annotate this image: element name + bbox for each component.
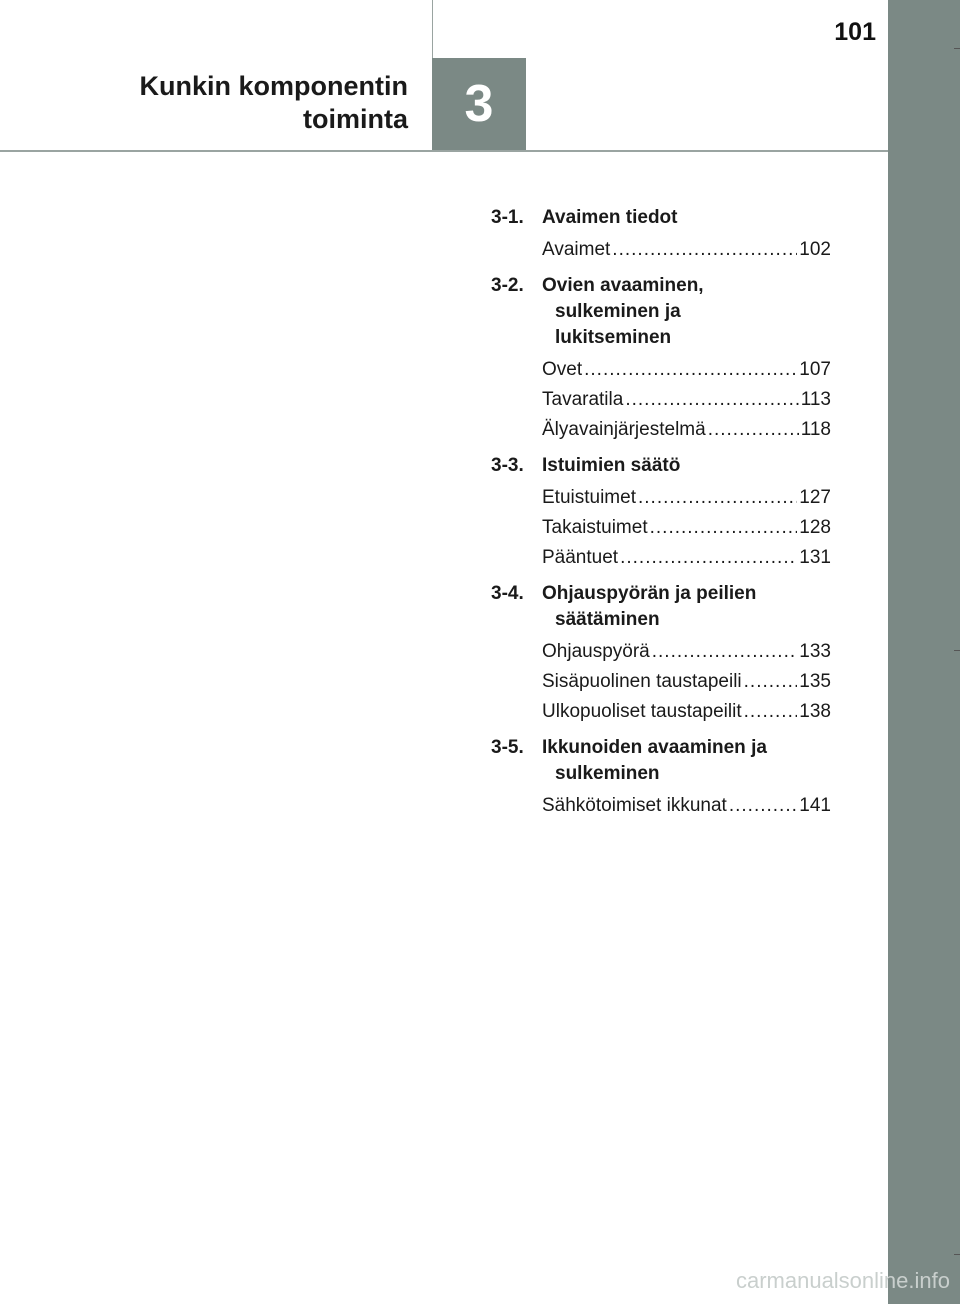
crop-mark [954,1254,960,1255]
header-rule [0,150,888,152]
toc-entry-label: Ulkopuoliset taustapeilit [542,701,742,722]
toc-entry[interactable] [542,483,831,513]
toc-entry[interactable] [542,637,831,667]
toc-section [491,205,831,265]
toc-entry-label: Ohjauspyörä [542,641,650,662]
toc-entry-page: 128 [799,517,831,538]
toc-section [491,735,831,821]
toc-entry[interactable] [542,791,831,821]
toc-entry[interactable] [542,415,831,445]
crop-mark [954,650,960,651]
toc-entry-page: 141 [799,795,831,816]
toc-section-number: 3-4. [491,583,524,604]
toc-dot-leader [650,513,798,543]
toc-section-title-line: Ohjauspyörän ja peilien [542,583,757,604]
chapter-number-badge: 3 [432,58,526,150]
toc-section-number: 3-3. [491,455,524,476]
toc-entry[interactable] [542,697,831,727]
toc-entry[interactable] [542,667,831,697]
toc-entry-page: 127 [799,487,831,508]
toc-entry-label: Tavaratila [542,389,624,410]
toc-entry[interactable] [542,543,831,573]
toc-entry-page: 113 [800,389,831,410]
table-of-contents [491,205,831,829]
toc-dot-leader [625,385,798,415]
toc-section-number: 3-5. [491,737,524,758]
toc-dot-leader [729,791,797,821]
toc-entry[interactable] [542,355,831,385]
toc-section-title [542,735,831,787]
crop-mark [954,48,960,49]
chapter-title-line: Kunkin komponentin [139,71,408,101]
toc-section-heading [491,205,831,231]
toc-dot-leader [620,543,797,573]
toc-entry-page: 118 [800,419,831,440]
toc-dot-leader [612,235,797,265]
toc-entry[interactable] [542,385,831,415]
toc-entry[interactable] [542,235,831,265]
toc-section-heading [491,453,831,479]
toc-section-title-line: sulkeminen [555,763,660,784]
side-tab-bar [888,0,960,1304]
toc-dot-leader [584,355,797,385]
toc-dot-leader [744,697,798,727]
toc-section-heading [491,273,831,351]
toc-section-title-line: Ovien avaaminen, [542,275,704,296]
header-divider [432,0,433,58]
toc-section-number: 3-2. [491,275,524,296]
toc-entry-label: Sisäpuolinen taustapeili [542,671,742,692]
toc-entry-page: 102 [799,239,831,260]
chapter-title [60,70,408,136]
toc-entry-page: 131 [799,547,831,568]
toc-section-title-line: säätäminen [555,609,660,630]
toc-section-title-line: sulkeminen ja [555,301,681,322]
toc-section-title-line: Avaimen tiedot [542,207,678,228]
toc-section-heading [491,735,831,787]
watermark: carmanualsonline.info [735,1268,950,1293]
toc-entry-label: Etuistuimet [542,487,636,508]
toc-section-title-line: Istuimien säätö [542,455,681,476]
toc-section-title [542,205,831,231]
toc-entry[interactable] [542,513,831,543]
toc-entry-label: Takaistuimet [542,517,648,538]
toc-section [491,581,831,727]
toc-entry-label: Avaimet [542,239,611,260]
toc-section-title-line: Ikkunoiden avaaminen ja [542,737,767,758]
toc-section-heading [491,581,831,633]
toc-entry-label: Älyavainjärjestelmä [542,419,706,440]
toc-dot-leader [638,483,797,513]
toc-entry-page: 133 [799,641,831,662]
toc-section-title [542,453,831,479]
toc-entry-page: 135 [799,671,831,692]
toc-section [491,453,831,573]
toc-dot-leader [708,415,799,445]
toc-section-number: 3-1. [491,207,524,228]
toc-section-title [542,273,831,351]
toc-entry-label: Ovet [542,359,583,380]
toc-entry-page: 138 [799,701,831,722]
chapter-title-line: toiminta [303,104,408,134]
toc-entry-label: Sähkötoimiset ikkunat [542,795,727,816]
toc-dot-leader [652,637,798,667]
toc-section [491,273,831,445]
toc-entry-page: 107 [799,359,831,380]
toc-section-title [542,581,831,633]
toc-section-title-line: lukitseminen [555,327,672,348]
toc-dot-leader [744,667,798,697]
page-number: 101 [834,18,876,46]
toc-entry-label: Pääntuet [542,547,619,568]
